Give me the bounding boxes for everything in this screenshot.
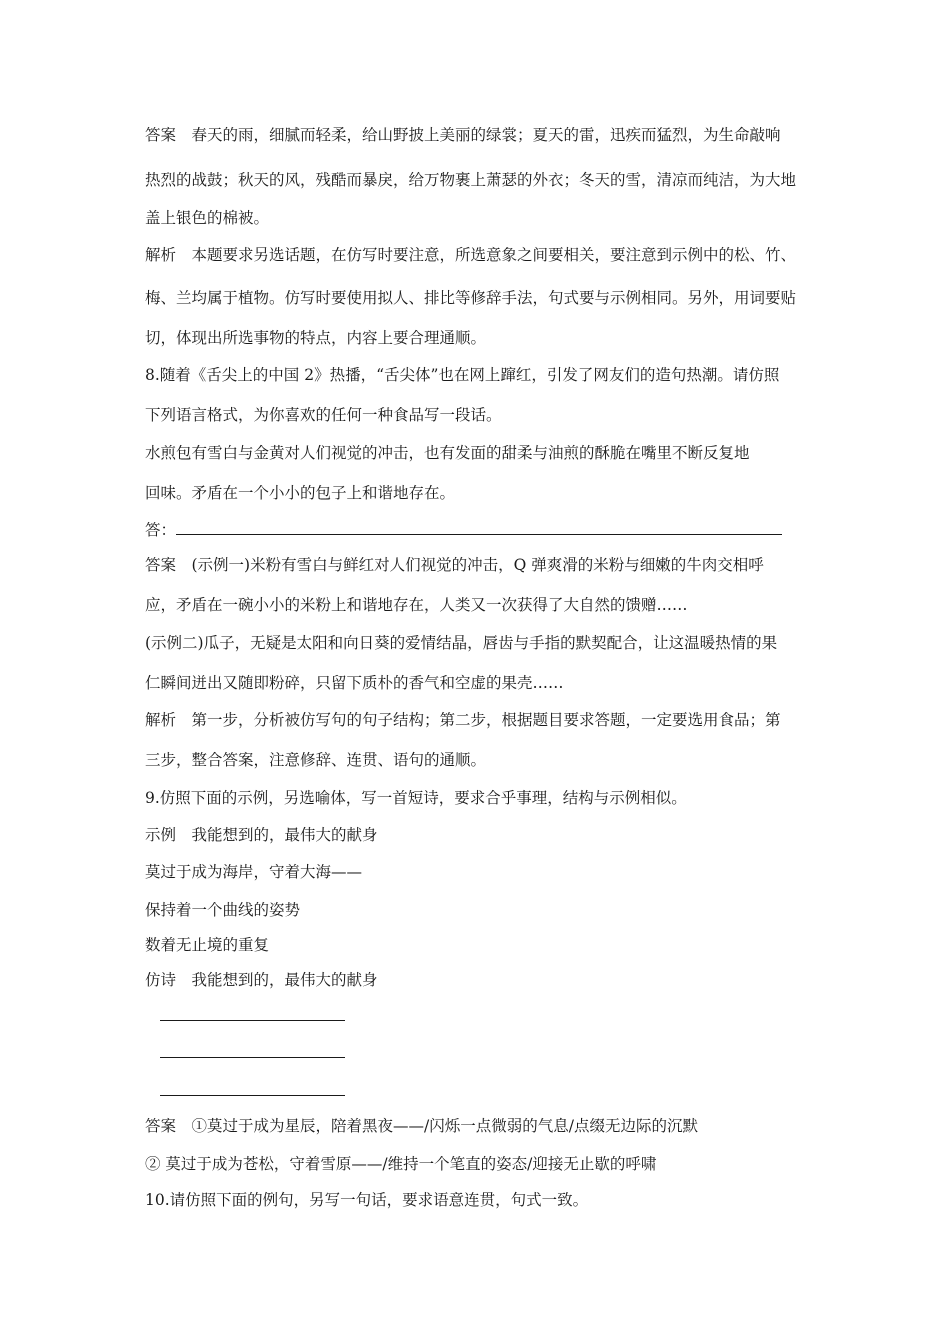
example-9-line-2: 莫过于成为海岸，守着大海——: [145, 863, 363, 881]
question-9: 9.仿照下面的示例，另选喻体，写一首短诗，要求合乎事理，结构与示例相似。: [145, 789, 687, 807]
example-9-line-4: 数着无止境的重复: [145, 936, 270, 954]
example-9-line-3: 保持着一个曲线的姿势: [145, 901, 301, 919]
answer-8-line-1: 答案 (示例一)米粉有雪白与鲜红对人们视觉的冲击，Q 弹爽滑的米粉与细嫩的牛肉交相呼: [145, 556, 764, 574]
analysis-7-line-3: 切，体现出所选事物的特点，内容上要合理通顺。: [145, 329, 487, 347]
answer-7-line-1: 答案 春天的雨，细腻而轻柔，给山野披上美丽的绿裳；夏天的雷，迅疾而猛烈，为生命敲响: [145, 126, 781, 144]
poem-blank-line-3: [160, 1095, 345, 1096]
answer-8-line-4: 仁瞬间迸出又随即粉碎，只留下质朴的香气和空虚的果壳……: [145, 674, 564, 692]
analysis-8-line-2: 三步，整合答案，注意修辞、连贯、语句的通顺。: [145, 751, 487, 769]
imitation-poem-title: 仿诗 我能想到的，最伟大的献身: [145, 971, 378, 989]
poem-blank-line-2: [160, 1057, 345, 1058]
example-8-line-1: 水煎包有雪白与金黄对人们视觉的冲击，也有发面的甜柔与油煎的酥脆在嘴里不断反复地: [145, 444, 750, 462]
question-8-line-1: 8.随着《舌尖上的中国 2》热播，“舌尖体”也在网上蹿红，引发了网友们的造句热潮。请仿照: [145, 366, 780, 384]
answer-8-line-2: 应，矛盾在一碗小小的米粉上和谐地存在，人类又一次获得了大自然的馈赠……: [145, 596, 688, 614]
answer-8-line-3: (示例二)瓜子，无疑是太阳和向日葵的爱情结晶，唇齿与手指的默契配合，让这温暖热情的果: [145, 634, 778, 652]
answer-prompt-label: 答：: [145, 521, 177, 539]
question-8-line-2: 下列语言格式，为你喜欢的任何一种食品写一段话。: [145, 406, 502, 424]
poem-blank-line-1: [160, 1020, 345, 1021]
analysis-8-line-1: 解析 第一步，分析被仿写句的句子结构；第二步，根据题目要求答题，一定要选用食品；第: [145, 711, 781, 729]
example-8-line-2: 回味。矛盾在一个小小的包子上和谐地存在。: [145, 484, 456, 502]
analysis-7-line-2: 梅、兰均属于植物。仿写时要使用拟人、排比等修辞手法，句式要与示例相同。另外，用词要贴: [145, 289, 797, 307]
answer-blank-line: [176, 520, 782, 535]
answer-7-line-3: 盖上银色的棉被。: [145, 209, 270, 227]
question-10: 10.请仿照下面的例句，另写一句话，要求语意连贯，句式一致。: [145, 1191, 589, 1209]
answer-9-line-1: 答案 ①莫过于成为星辰，陪着黑夜——/闪烁一点微弱的气息/点缀无边际的沉默: [145, 1117, 698, 1135]
answer-prompt-8: [145, 520, 782, 540]
answer-9-line-2: ② 莫过于成为苍松，守着雪原——/维持一个笔直的姿态/迎接无止歇的呼啸: [145, 1155, 657, 1173]
answer-7-line-2: 热烈的战鼓；秋天的风，残酷而暴戾，给万物裹上萧瑟的外衣；冬天的雪，清凉而纯洁，为大地: [145, 171, 797, 189]
analysis-7-line-1: 解析 本题要求另选话题，在仿写时要注意，所选意象之间要相关，要注意到示例中的松、竹、: [145, 246, 797, 264]
example-9-line-1: 示例 我能想到的，最伟大的献身: [145, 826, 378, 844]
